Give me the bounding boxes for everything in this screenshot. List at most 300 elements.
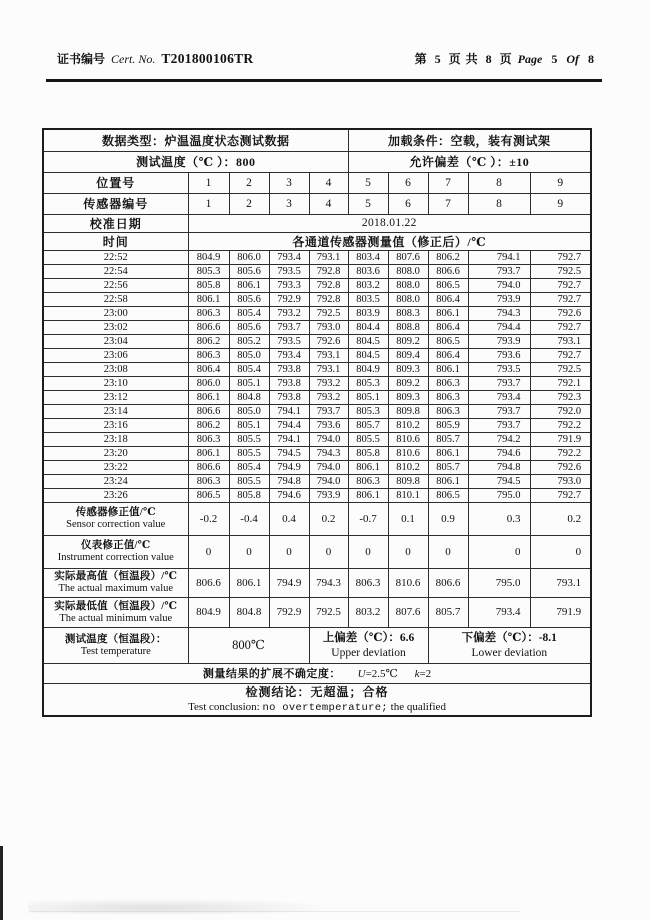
reading-cell: 793.7	[468, 376, 530, 390]
reading-cell: 809.3	[388, 390, 428, 404]
position-number-cell: 6	[388, 172, 428, 193]
reading-cell: 806.1	[229, 278, 269, 292]
data-type-cell: 数据类型：炉温温度状态测试数据	[43, 129, 348, 151]
reading-row	[43, 362, 591, 376]
reading-cell: 793.8	[269, 376, 309, 390]
summary-section	[43, 502, 591, 716]
position-number-cell: 3	[269, 172, 309, 193]
reading-cell: 792.1	[530, 376, 591, 390]
reading-cell: 794.4	[468, 320, 530, 334]
test-temperature-summary-row	[43, 627, 591, 663]
reading-cell: 805.1	[229, 376, 269, 390]
reading-row	[43, 348, 591, 362]
reading-row	[43, 404, 591, 418]
calibration-date-label: 校准日期	[43, 214, 188, 232]
scan-smudge-line	[30, 911, 520, 912]
reading-cell: 810.1	[388, 488, 428, 502]
reading-cell: 795.0	[468, 488, 530, 502]
reading-cell: 806.1	[188, 446, 229, 460]
reading-row	[43, 418, 591, 432]
reading-cell: 792.6	[530, 306, 591, 320]
time-cell: 23:00	[43, 306, 188, 320]
reading-cell: 793.4	[468, 390, 530, 404]
reading-cell: 806.3	[188, 348, 229, 362]
reading-cell: 803.9	[348, 306, 388, 320]
reading-cell: 794.1	[269, 404, 309, 418]
reading-cell: 793.2	[309, 390, 348, 404]
lower-deviation-cell: 下偏差（℃）：-8.1 Lower deviation	[428, 627, 591, 663]
sensor-number-cell: 6	[388, 193, 428, 214]
sensor-correction-cell: 0.2	[530, 502, 591, 535]
reading-cell: 809.4	[388, 348, 428, 362]
reading-cell: 793.7	[269, 320, 309, 334]
position-number-cell: 2	[229, 172, 269, 193]
cert-label-zh: 证书编号	[57, 52, 106, 66]
instrument-correction-cell: 0	[348, 535, 388, 568]
cert-number-line	[57, 50, 253, 67]
reading-cell: 805.1	[229, 418, 269, 432]
reading-row	[43, 446, 591, 460]
reading-cell: 793.9	[468, 334, 530, 348]
sensor-correction-row	[43, 502, 591, 535]
reading-cell: 803.4	[348, 250, 388, 264]
reading-row	[43, 250, 591, 264]
reading-cell: 793.1	[309, 348, 348, 362]
time-cell: 23:06	[43, 348, 188, 362]
reading-cell: 794.5	[468, 474, 530, 488]
reading-cell: 792.6	[530, 460, 591, 474]
reading-cell: 792.7	[530, 348, 591, 362]
actual-maximum-cell: 806.6	[428, 568, 468, 597]
time-header-row	[43, 232, 591, 250]
calibration-date-value: 2018.01.22	[188, 214, 591, 232]
actual-minimum-cell: 803.2	[348, 597, 388, 627]
reading-cell: 806.3	[188, 432, 229, 446]
actual-minimum-cell: 792.5	[309, 597, 348, 627]
reading-cell: 806.5	[428, 488, 468, 502]
time-cell: 22:56	[43, 278, 188, 292]
reading-cell: 793.5	[269, 334, 309, 348]
actual-minimum-label: 实际最低值（恒温段）/℃ The actual minimum value	[43, 597, 188, 627]
reading-cell: 793.1	[530, 334, 591, 348]
sensor-correction-cell: 0.1	[388, 502, 428, 535]
reading-cell: 792.5	[530, 264, 591, 278]
reading-cell: 804.8	[229, 390, 269, 404]
position-number-cell: 1	[188, 172, 229, 193]
reading-cell: 791.9	[530, 432, 591, 446]
reading-cell: 810.6	[388, 446, 428, 460]
reading-cell: 807.6	[388, 250, 428, 264]
reading-cell: 805.3	[188, 264, 229, 278]
time-cell: 22:54	[43, 264, 188, 278]
reading-cell: 805.4	[229, 362, 269, 376]
reading-cell: 805.7	[348, 418, 388, 432]
reading-cell: 792.7	[530, 278, 591, 292]
time-cell: 23:10	[43, 376, 188, 390]
load-condition-cell: 加载条件：空载，装有测试架	[348, 129, 591, 151]
reading-cell: 806.6	[188, 460, 229, 474]
reading-cell: 792.3	[530, 390, 591, 404]
instrument-correction-cell: 0	[530, 535, 591, 568]
time-cell: 23:08	[43, 362, 188, 376]
reading-cell: 794.6	[468, 446, 530, 460]
reading-cell: 808.0	[388, 292, 428, 306]
reading-row	[43, 390, 591, 404]
reading-cell: 804.9	[188, 250, 229, 264]
reading-cell: 805.9	[428, 418, 468, 432]
reading-cell: 806.5	[428, 334, 468, 348]
reading-cell: 806.3	[188, 474, 229, 488]
reading-cell: 805.6	[229, 320, 269, 334]
reading-cell: 793.7	[468, 264, 530, 278]
actual-maximum-row	[43, 568, 591, 597]
reading-cell: 793.1	[309, 250, 348, 264]
time-cell: 23:04	[43, 334, 188, 348]
reading-cell: 792.8	[309, 264, 348, 278]
reading-row	[43, 460, 591, 474]
reading-cell: 794.1	[269, 432, 309, 446]
reading-cell: 793.1	[309, 362, 348, 376]
page-word: 页	[448, 52, 461, 66]
reading-cell: 803.5	[348, 292, 388, 306]
reading-cell: 805.6	[229, 292, 269, 306]
reading-cell: 804.9	[348, 362, 388, 376]
reading-cell: 794.9	[269, 460, 309, 474]
instrument-correction-cell: 0	[388, 535, 428, 568]
reading-cell: 794.3	[468, 306, 530, 320]
reading-cell: 806.4	[428, 292, 468, 306]
reading-cell: 806.1	[428, 474, 468, 488]
instrument-correction-cell: 0	[468, 535, 530, 568]
actual-minimum-cell: 807.6	[388, 597, 428, 627]
uncertainty-cell: 测量结果的扩展不确定度： U=2.5℃ k=2	[43, 663, 591, 683]
reading-cell: 792.5	[530, 362, 591, 376]
sensor-correction-cell: 0.2	[309, 502, 348, 535]
reading-cell: 808.3	[388, 306, 428, 320]
reading-cell: 794.8	[468, 460, 530, 474]
time-cell: 23:20	[43, 446, 188, 460]
reading-row	[43, 320, 591, 334]
reading-cell: 806.3	[428, 390, 468, 404]
reading-cell: 792.8	[309, 278, 348, 292]
reading-cell: 794.0	[309, 474, 348, 488]
reading-cell: 793.8	[269, 390, 309, 404]
allowed-deviation-cell: 允许偏差（℃ ）：±10	[348, 151, 591, 172]
header-rule	[46, 79, 602, 82]
reading-cell: 805.5	[229, 446, 269, 460]
position-row	[43, 172, 591, 193]
reading-row	[43, 488, 591, 502]
page-word: 页	[499, 52, 512, 66]
reading-cell: 806.5	[188, 488, 229, 502]
reading-cell: 805.2	[229, 334, 269, 348]
table-row	[43, 151, 591, 172]
page-word-en: Of	[566, 52, 579, 66]
page-current-en: 5	[551, 52, 558, 66]
reading-row	[43, 306, 591, 320]
position-label: 位置号	[43, 172, 188, 193]
actual-maximum-cell: 810.6	[388, 568, 428, 597]
uncertainty-row	[43, 663, 591, 683]
reading-row	[43, 278, 591, 292]
actual-maximum-cell: 806.6	[188, 568, 229, 597]
reading-cell: 806.1	[428, 362, 468, 376]
reading-cell: 803.6	[348, 264, 388, 278]
reading-cell: 810.6	[388, 432, 428, 446]
sensor-correction-cell: 0.4	[269, 502, 309, 535]
actual-maximum-cell: 794.3	[309, 568, 348, 597]
reading-cell: 793.0	[530, 474, 591, 488]
reading-cell: 793.3	[269, 278, 309, 292]
reading-cell: 793.6	[309, 418, 348, 432]
reading-cell: 793.9	[309, 488, 348, 502]
reading-row	[43, 334, 591, 348]
page-total-en: 8	[588, 52, 594, 66]
readings-body	[43, 250, 591, 502]
time-cell: 23:02	[43, 320, 188, 334]
page-word: 第	[414, 52, 427, 66]
reading-cell: 806.2	[428, 250, 468, 264]
reading-cell: 805.5	[348, 432, 388, 446]
sensor-number-label: 传感器编号	[43, 193, 188, 214]
table-row	[43, 129, 591, 151]
reading-cell: 794.4	[269, 418, 309, 432]
time-cell: 23:16	[43, 418, 188, 432]
reading-cell: 805.5	[229, 474, 269, 488]
reading-cell: 792.2	[530, 418, 591, 432]
test-temperature-label: 测试温度（恒温段）： Test temperature	[43, 627, 188, 663]
instrument-correction-label: 仪表修正值/℃ Instrument correction value	[43, 535, 188, 568]
reading-cell: 810.2	[388, 460, 428, 474]
reading-cell: 806.3	[188, 306, 229, 320]
reading-cell: 810.2	[388, 418, 428, 432]
reading-cell: 794.0	[309, 432, 348, 446]
actual-maximum-label: 实际最高值（恒温段）/℃ The actual maximum value	[43, 568, 188, 597]
cert-number: T201800106TR	[161, 51, 254, 66]
reading-cell: 806.4	[428, 348, 468, 362]
position-number-cell: 8	[468, 172, 530, 193]
reading-cell: 806.3	[428, 376, 468, 390]
sensor-number-cell: 3	[269, 193, 309, 214]
instrument-correction-cell: 0	[269, 535, 309, 568]
reading-cell: 792.0	[530, 404, 591, 418]
sensor-number-cell: 5	[348, 193, 388, 214]
reading-cell: 794.0	[309, 460, 348, 474]
reading-cell: 792.5	[309, 306, 348, 320]
reading-cell: 806.2	[188, 334, 229, 348]
reading-cell: 804.5	[348, 348, 388, 362]
actual-maximum-cell: 793.1	[530, 568, 591, 597]
test-temperature-value: 800℃	[188, 627, 309, 663]
position-number-cell: 5	[348, 172, 388, 193]
reading-cell: 794.8	[269, 474, 309, 488]
reading-cell: 806.3	[348, 474, 388, 488]
page-word-en: Page	[517, 52, 543, 66]
scan-edge-artifact	[0, 846, 3, 920]
sensor-number-cell: 1	[188, 193, 229, 214]
actual-minimum-cell: 804.9	[188, 597, 229, 627]
reading-cell: 805.4	[229, 460, 269, 474]
reading-cell: 809.3	[388, 362, 428, 376]
reading-cell: 792.7	[530, 488, 591, 502]
reading-cell: 805.8	[229, 488, 269, 502]
instrument-correction-cell: 0	[428, 535, 468, 568]
reading-cell: 793.5	[269, 264, 309, 278]
reading-cell: 805.4	[229, 306, 269, 320]
time-cell: 23:26	[43, 488, 188, 502]
position-number-cell: 7	[428, 172, 468, 193]
reading-cell: 806.4	[188, 362, 229, 376]
sensor-number-cell: 4	[309, 193, 348, 214]
reading-cell: 805.0	[229, 348, 269, 362]
sensor-correction-cell: -0.7	[348, 502, 388, 535]
reading-cell: 794.3	[309, 446, 348, 460]
actual-minimum-cell: 804.8	[229, 597, 269, 627]
reading-cell: 792.7	[530, 292, 591, 306]
sensor-number-cell: 2	[229, 193, 269, 214]
reading-cell: 792.7	[530, 250, 591, 264]
reading-cell: 805.5	[229, 432, 269, 446]
reading-cell: 806.4	[428, 320, 468, 334]
actual-maximum-cell: 806.3	[348, 568, 388, 597]
reading-cell: 792.6	[309, 334, 348, 348]
instrument-correction-cell: 0	[309, 535, 348, 568]
page-total: 8	[485, 52, 492, 66]
sensor-correction-cell: 0.3	[468, 502, 530, 535]
calibration-date-row	[43, 214, 591, 232]
reading-cell: 806.1	[348, 460, 388, 474]
reading-cell: 805.0	[229, 404, 269, 418]
reading-cell: 806.2	[188, 418, 229, 432]
actual-maximum-cell: 795.0	[468, 568, 530, 597]
reading-cell: 806.1	[428, 306, 468, 320]
actual-minimum-row	[43, 597, 591, 627]
sensor-correction-cell: -0.2	[188, 502, 229, 535]
time-cell: 23:14	[43, 404, 188, 418]
reading-cell: 803.2	[348, 278, 388, 292]
reading-cell: 806.1	[188, 390, 229, 404]
reading-cell: 793.6	[468, 348, 530, 362]
reading-cell: 793.4	[269, 348, 309, 362]
reading-cell: 793.7	[468, 404, 530, 418]
sensor-number-cell: 8	[468, 193, 530, 214]
actual-maximum-cell: 794.9	[269, 568, 309, 597]
reading-cell: 793.2	[309, 376, 348, 390]
sensor-number-row	[43, 193, 591, 214]
cert-label-en: Cert. No.	[111, 52, 156, 66]
reading-row	[43, 432, 591, 446]
reading-cell: 806.1	[428, 446, 468, 460]
test-data-table	[42, 128, 592, 717]
reading-cell: 805.1	[348, 390, 388, 404]
page-word: 共	[465, 52, 478, 66]
reading-cell: 806.1	[188, 292, 229, 306]
reading-cell: 792.8	[309, 292, 348, 306]
reading-cell: 793.9	[468, 292, 530, 306]
sensor-correction-label: 传感器修正值/℃ Sensor correction value	[43, 502, 188, 535]
reading-cell: 804.4	[348, 320, 388, 334]
reading-cell: 805.7	[428, 460, 468, 474]
actual-minimum-cell: 805.7	[428, 597, 468, 627]
reading-cell: 809.2	[388, 334, 428, 348]
sensor-number-cell: 9	[530, 193, 591, 214]
reading-cell: 808.8	[388, 320, 428, 334]
reading-row	[43, 376, 591, 390]
reading-cell: 792.2	[530, 446, 591, 460]
table-head-section	[43, 129, 591, 250]
time-cell: 23:24	[43, 474, 188, 488]
sensor-correction-cell: -0.4	[229, 502, 269, 535]
reading-cell: 808.0	[388, 278, 428, 292]
reading-cell: 806.0	[188, 376, 229, 390]
reading-row	[43, 292, 591, 306]
reading-cell: 805.8	[188, 278, 229, 292]
instrument-correction-row	[43, 535, 591, 568]
time-cell: 23:12	[43, 390, 188, 404]
actual-minimum-cell: 791.9	[530, 597, 591, 627]
reading-cell: 794.1	[468, 250, 530, 264]
reading-cell: 794.2	[468, 432, 530, 446]
reading-cell: 806.6	[428, 264, 468, 278]
reading-cell: 806.0	[229, 250, 269, 264]
reading-cell: 792.9	[269, 292, 309, 306]
reading-cell: 806.6	[188, 404, 229, 418]
conclusion-row	[43, 683, 591, 716]
reading-cell: 792.7	[530, 320, 591, 334]
sensor-number-cell: 7	[428, 193, 468, 214]
actual-minimum-cell: 793.4	[468, 597, 530, 627]
reading-cell: 805.8	[348, 446, 388, 460]
reading-cell: 793.5	[468, 362, 530, 376]
reading-cell: 794.5	[269, 446, 309, 460]
instrument-correction-cell: 0	[229, 535, 269, 568]
reading-cell: 794.6	[269, 488, 309, 502]
position-number-cell: 4	[309, 172, 348, 193]
time-label: 时间	[43, 232, 188, 250]
reading-cell: 808.0	[388, 264, 428, 278]
conclusion-cell: 检测结论：无超温；合格 Test conclusion: no overtemperature; the qualified	[43, 683, 591, 716]
actual-maximum-cell: 806.1	[229, 568, 269, 597]
reading-cell: 793.7	[468, 418, 530, 432]
position-number-cell: 9	[530, 172, 591, 193]
reading-cell: 805.3	[348, 404, 388, 418]
reading-cell: 809.8	[388, 474, 428, 488]
reading-cell: 804.5	[348, 334, 388, 348]
reading-cell: 793.0	[309, 320, 348, 334]
reading-cell: 806.5	[428, 278, 468, 292]
reading-cell: 806.3	[428, 404, 468, 418]
sensor-correction-cell: 0.9	[428, 502, 468, 535]
page-current: 5	[434, 52, 441, 66]
reading-cell: 809.2	[388, 376, 428, 390]
time-cell: 22:52	[43, 250, 188, 264]
reading-cell: 793.4	[269, 250, 309, 264]
time-cell: 23:22	[43, 460, 188, 474]
reading-cell: 793.7	[309, 404, 348, 418]
reading-cell: 805.7	[428, 432, 468, 446]
reading-cell: 793.8	[269, 362, 309, 376]
reading-row	[43, 264, 591, 278]
reading-cell: 809.8	[388, 404, 428, 418]
reading-cell: 806.6	[188, 320, 229, 334]
reading-cell: 805.6	[229, 264, 269, 278]
time-cell: 22:58	[43, 292, 188, 306]
reading-cell: 794.0	[468, 278, 530, 292]
page-indicator	[414, 50, 598, 67]
upper-deviation-cell: 上偏差（℃）：6.6 Upper deviation	[309, 627, 428, 663]
test-temperature-cell: 测试温度（℃ ）：800	[43, 151, 348, 172]
actual-minimum-cell: 792.9	[269, 597, 309, 627]
